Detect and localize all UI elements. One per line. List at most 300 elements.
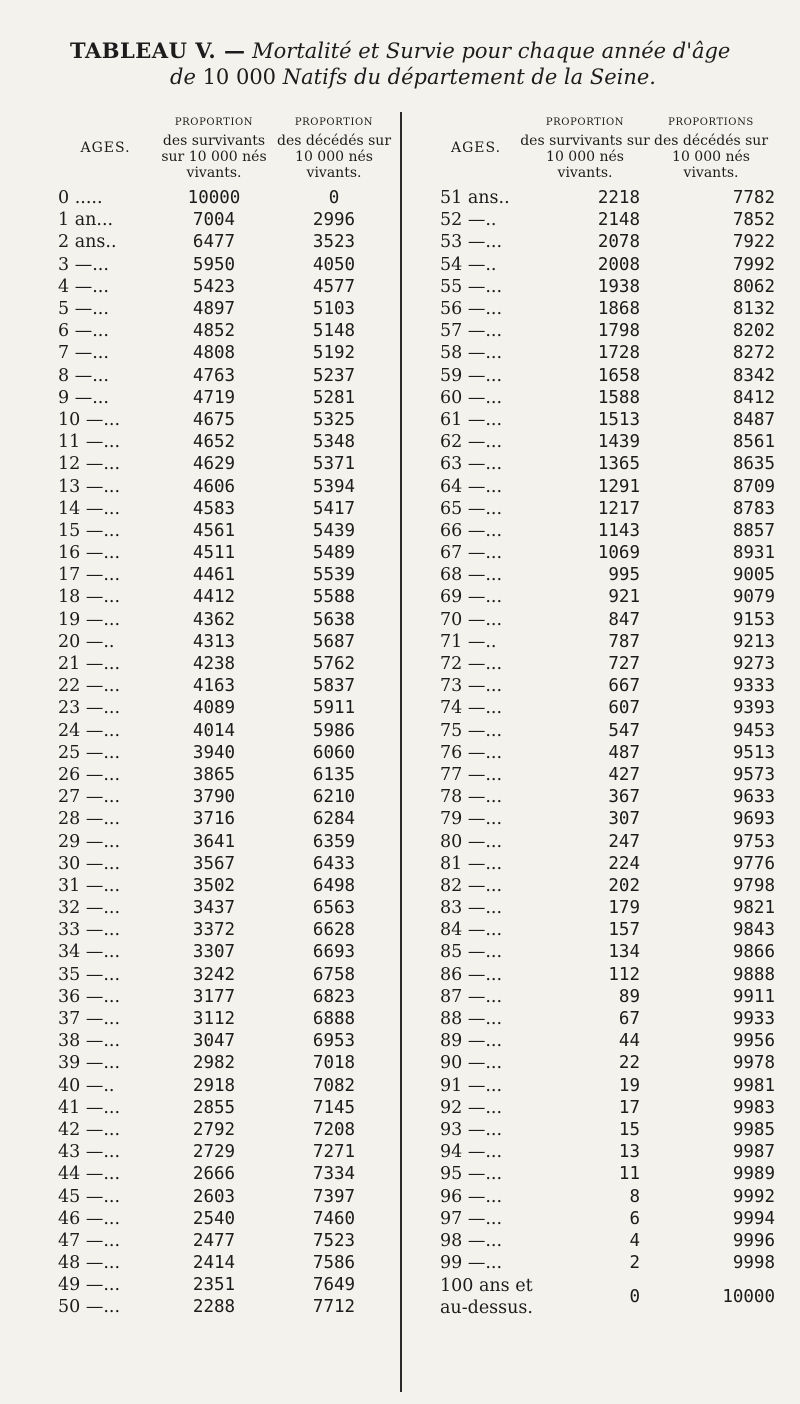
age-cell: 3 —... xyxy=(58,254,109,275)
table-row xyxy=(58,1008,398,1030)
table-row xyxy=(440,875,775,897)
deaths-cell: 9453 xyxy=(732,720,775,741)
deaths-cell: 5638 xyxy=(312,609,356,630)
survivors-cell: 2792 xyxy=(192,1119,236,1140)
age-cell: 59 —... xyxy=(440,365,503,386)
deaths-cell: 8272 xyxy=(732,343,775,364)
survivors-cell: 3242 xyxy=(192,964,236,985)
table-row xyxy=(440,1252,775,1274)
survivors-cell: 2414 xyxy=(192,1253,236,1274)
deaths-cell: 9987 xyxy=(732,1142,775,1163)
age-cell: 26 —... xyxy=(58,764,121,785)
title-italic-2: Natifs du département de la Seine. xyxy=(282,65,656,89)
table-row xyxy=(58,875,398,897)
survivors-cell: 44 xyxy=(618,1031,640,1052)
survivors-cell: 2666 xyxy=(192,1164,236,1185)
survivors-cell: 2351 xyxy=(192,1275,236,1296)
age-cell: 0 ..... xyxy=(58,188,103,209)
age-cell: 18 —... xyxy=(58,587,121,608)
survivors-cell: 921 xyxy=(608,587,640,608)
table-row xyxy=(440,653,775,675)
age-cell: 9 —... xyxy=(58,387,109,408)
table-row xyxy=(58,786,398,808)
header-survivors-left-sc: PROPORTION xyxy=(174,117,254,128)
table-row xyxy=(58,498,398,520)
age-cell: 1 an... xyxy=(58,210,114,231)
table-row xyxy=(440,786,775,808)
survivors-cell: 22 xyxy=(618,1053,640,1074)
survivors-cell: 1365 xyxy=(597,454,640,475)
header-survivors-right-text: des survivants sur 10 000 nés vivants. xyxy=(520,133,650,181)
deaths-cell: 4577 xyxy=(312,276,356,297)
table-row xyxy=(440,631,775,653)
age-cell: 35 —... xyxy=(58,964,121,985)
age-cell: 83 —... xyxy=(440,898,503,919)
title-italic-1: Mortalité et Survie pour chaque année d'âge xyxy=(252,39,731,63)
deaths-cell: 9753 xyxy=(732,831,775,852)
table-row xyxy=(440,675,775,697)
survivors-cell: 2729 xyxy=(192,1142,236,1163)
header-deaths-left xyxy=(275,115,393,181)
survivors-cell: 4583 xyxy=(192,498,236,519)
table-row xyxy=(58,409,398,431)
survivors-cell: 157 xyxy=(608,920,640,941)
deaths-cell: 5281 xyxy=(312,387,356,408)
deaths-cell: 9888 xyxy=(732,964,775,985)
deaths-cell: 9866 xyxy=(732,942,775,963)
survivors-cell: 15 xyxy=(618,1119,640,1140)
age-cell: 12 —... xyxy=(58,454,121,475)
table-row xyxy=(440,808,775,830)
survivors-cell: 3112 xyxy=(192,1009,236,1030)
title-line-2 xyxy=(70,64,770,90)
age-cell: 45 —... xyxy=(58,1186,121,1207)
survivors-cell: 4014 xyxy=(192,720,236,741)
age-cell: 79 —... xyxy=(440,809,503,830)
table-row xyxy=(440,520,775,542)
deaths-cell: 5103 xyxy=(312,299,356,320)
deaths-cell: 7397 xyxy=(312,1186,356,1207)
table-row xyxy=(440,1274,775,1320)
table-row xyxy=(440,1008,775,1030)
age-cell: 55 —... xyxy=(440,276,503,297)
table-row xyxy=(440,409,775,431)
deaths-cell: 7082 xyxy=(312,1075,356,1096)
age-cell: 53 —... xyxy=(440,232,503,253)
survivors-cell: 3047 xyxy=(192,1031,236,1052)
deaths-cell: 9989 xyxy=(732,1164,775,1185)
deaths-cell: 5325 xyxy=(312,409,356,430)
header-ages-left: AGES. xyxy=(80,140,131,156)
table-row xyxy=(440,830,775,852)
age-cell: 30 —... xyxy=(58,853,121,874)
table-row xyxy=(58,209,398,231)
survivors-cell: 2918 xyxy=(192,1075,236,1096)
age-cell: 31 —... xyxy=(58,875,121,896)
deaths-cell: 5911 xyxy=(312,698,356,719)
survivors-cell: 3307 xyxy=(192,942,236,963)
survivors-cell: 4561 xyxy=(192,520,236,541)
survivors-cell: 6477 xyxy=(192,232,236,253)
survivors-cell: 3790 xyxy=(192,787,236,808)
survivors-cell: 2603 xyxy=(192,1186,236,1207)
deaths-cell: 6433 xyxy=(312,853,356,874)
deaths-cell: 5394 xyxy=(312,476,356,497)
deaths-cell: 9513 xyxy=(732,742,775,763)
survivors-cell: 2148 xyxy=(597,210,640,231)
age-cell: 10 —... xyxy=(58,409,121,430)
survivors-cell: 3502 xyxy=(192,875,236,896)
age-cell: 13 —... xyxy=(58,476,121,497)
age-cell: 88 —... xyxy=(440,1009,503,1030)
survivors-cell: 6 xyxy=(629,1208,640,1229)
age-cell: 60 —... xyxy=(440,387,503,408)
age-cell: 71 —.. xyxy=(440,631,497,652)
survivors-cell: 1728 xyxy=(597,343,640,364)
table-row xyxy=(58,1185,398,1207)
survivors-cell: 89 xyxy=(618,986,640,1007)
age-cell: 78 —... xyxy=(440,787,503,808)
deaths-cell: 7852 xyxy=(732,210,775,231)
table-row xyxy=(58,1163,398,1185)
age-cell: 96 —... xyxy=(440,1186,503,1207)
survivors-cell: 3437 xyxy=(192,898,236,919)
survivors-cell: 4461 xyxy=(192,565,236,586)
table-row xyxy=(58,520,398,542)
table-row xyxy=(440,276,775,298)
survivors-cell: 1798 xyxy=(597,321,640,342)
age-cell: 28 —... xyxy=(58,809,121,830)
table-row xyxy=(440,697,775,719)
age-cell: 36 —... xyxy=(58,986,121,1007)
survivors-cell: 3177 xyxy=(192,986,236,1007)
survivors-cell: 547 xyxy=(608,720,640,741)
deaths-cell: 9994 xyxy=(732,1208,775,1229)
deaths-cell: 9978 xyxy=(732,1053,775,1074)
age-cell: 62 —... xyxy=(440,432,503,453)
survivors-cell: 4412 xyxy=(192,587,236,608)
age-cell: 65 —... xyxy=(440,498,503,519)
deaths-cell: 6563 xyxy=(312,898,356,919)
deaths-cell: 5762 xyxy=(312,654,356,675)
table-row xyxy=(58,1075,398,1097)
deaths-cell: 5588 xyxy=(312,587,356,608)
age-cell: 97 —... xyxy=(440,1208,503,1229)
table-row xyxy=(58,365,398,387)
age-cell: 47 —... xyxy=(58,1230,121,1251)
header-survivors-right-sc: PROPORTION xyxy=(545,117,625,128)
survivors-cell: 995 xyxy=(608,565,640,586)
survivors-cell: 17 xyxy=(618,1097,640,1118)
age-cell: 81 —... xyxy=(440,853,503,874)
deaths-cell: 9079 xyxy=(732,587,775,608)
deaths-cell: 5489 xyxy=(312,543,356,564)
table-row xyxy=(58,631,398,653)
table-row xyxy=(440,387,775,409)
deaths-cell: 9911 xyxy=(732,986,775,1007)
deaths-cell: 7018 xyxy=(312,1053,356,1074)
deaths-cell: 9213 xyxy=(732,631,775,652)
survivors-cell: 7004 xyxy=(192,210,236,231)
deaths-cell: 7992 xyxy=(732,254,775,275)
age-cell: 89 —... xyxy=(440,1031,503,1052)
table-row xyxy=(440,564,775,586)
deaths-cell: 8561 xyxy=(732,432,775,453)
survivors-cell: 1588 xyxy=(597,387,640,408)
deaths-cell: 6498 xyxy=(312,875,356,896)
title-prefix: de xyxy=(170,65,196,89)
survivors-cell: 202 xyxy=(608,875,640,896)
deaths-cell: 9333 xyxy=(732,676,775,697)
table-row xyxy=(58,1030,398,1052)
column-divider xyxy=(400,112,402,1392)
survivors-cell: 179 xyxy=(608,898,640,919)
table-left xyxy=(58,187,398,1319)
table-row xyxy=(440,1119,775,1141)
survivors-cell: 4852 xyxy=(192,321,236,342)
age-cell: 29 —... xyxy=(58,831,121,852)
table-row xyxy=(440,231,775,253)
table-row xyxy=(58,320,398,342)
header-survivors-right xyxy=(520,115,650,181)
survivors-cell: 19 xyxy=(618,1075,640,1096)
survivors-cell: 727 xyxy=(608,654,640,675)
age-cell: 5 —... xyxy=(58,299,109,320)
deaths-cell: 8062 xyxy=(732,276,775,297)
age-cell: 94 —... xyxy=(440,1142,503,1163)
title-lead: TABLEAU V. — xyxy=(70,38,246,63)
table-row xyxy=(58,897,398,919)
table-row xyxy=(440,897,775,919)
age-cell: 48 —... xyxy=(58,1253,121,1274)
table-row xyxy=(440,187,775,209)
age-cell: 50 —... xyxy=(58,1297,121,1318)
age-cell: 90 —... xyxy=(440,1053,503,1074)
deaths-cell: 8931 xyxy=(732,543,775,564)
table-row xyxy=(58,254,398,276)
survivors-cell: 0 xyxy=(629,1287,640,1308)
survivors-cell: 2218 xyxy=(597,188,640,209)
deaths-cell: 9633 xyxy=(732,787,775,808)
table-row xyxy=(440,742,775,764)
table-row xyxy=(58,276,398,298)
survivors-cell: 10000 xyxy=(187,188,241,209)
age-cell: 74 —... xyxy=(440,698,503,719)
deaths-cell: 6628 xyxy=(312,920,356,941)
deaths-cell: 0 xyxy=(328,188,340,209)
survivors-cell: 2 xyxy=(629,1253,640,1274)
survivors-cell: 1217 xyxy=(597,498,640,519)
age-cell: 92 —... xyxy=(440,1097,503,1118)
age-cell: 34 —... xyxy=(58,942,121,963)
table-right xyxy=(440,187,775,1320)
table-row xyxy=(58,542,398,564)
table-row xyxy=(440,1097,775,1119)
age-cell: 70 —... xyxy=(440,609,503,630)
age-cell: 38 —... xyxy=(58,1031,121,1052)
header-deaths-right-sc: PROPORTIONS xyxy=(668,117,754,128)
deaths-cell: 8132 xyxy=(732,299,775,320)
deaths-cell: 9933 xyxy=(732,1009,775,1030)
table-row xyxy=(440,919,775,941)
age-cell: 20 —.. xyxy=(58,631,115,652)
table-row xyxy=(58,964,398,986)
deaths-cell: 8412 xyxy=(732,387,775,408)
table-row xyxy=(440,1230,775,1252)
table-row xyxy=(440,1030,775,1052)
deaths-cell: 5986 xyxy=(312,720,356,741)
survivors-cell: 3865 xyxy=(192,764,236,785)
age-cell: 54 —.. xyxy=(440,254,497,275)
survivors-cell: 3716 xyxy=(192,809,236,830)
survivors-cell: 2982 xyxy=(192,1053,236,1074)
survivors-cell: 787 xyxy=(608,631,640,652)
age-cell: 24 —... xyxy=(58,720,121,741)
survivors-cell: 3567 xyxy=(192,853,236,874)
table-row xyxy=(440,964,775,986)
survivors-cell: 3940 xyxy=(192,742,236,763)
age-cell: 73 —... xyxy=(440,676,503,697)
deaths-cell: 2996 xyxy=(312,210,356,231)
table-row xyxy=(440,542,775,564)
age-cell: 87 —... xyxy=(440,986,503,1007)
table-row xyxy=(58,742,398,764)
table-row xyxy=(440,498,775,520)
table-row xyxy=(58,919,398,941)
deaths-cell: 9776 xyxy=(732,853,775,874)
age-cell: 93 —... xyxy=(440,1119,503,1140)
deaths-cell: 9393 xyxy=(732,698,775,719)
table-row xyxy=(440,431,775,453)
age-cell: 64 —... xyxy=(440,476,503,497)
table-row xyxy=(58,808,398,830)
age-cell: 25 —... xyxy=(58,742,121,763)
survivors-cell: 367 xyxy=(608,787,640,808)
table-row xyxy=(440,1141,775,1163)
survivors-cell: 4675 xyxy=(192,409,236,430)
age-cell: 46 —... xyxy=(58,1208,121,1229)
table-row xyxy=(58,609,398,631)
deaths-cell: 5237 xyxy=(312,365,356,386)
survivors-cell: 5423 xyxy=(192,276,236,297)
survivors-cell: 4629 xyxy=(192,454,236,475)
age-cell: 6 —... xyxy=(58,321,109,342)
survivors-cell: 1868 xyxy=(597,299,640,320)
age-cell: 7 —... xyxy=(58,343,109,364)
table-row xyxy=(440,320,775,342)
table-row xyxy=(58,298,398,320)
age-cell: 52 —.. xyxy=(440,210,497,231)
survivors-cell: 8 xyxy=(629,1186,640,1207)
table-row xyxy=(440,986,775,1008)
deaths-cell: 5539 xyxy=(312,565,356,586)
survivors-cell: 1069 xyxy=(597,543,640,564)
table-row xyxy=(58,1296,398,1318)
deaths-cell: 6060 xyxy=(312,742,356,763)
survivors-cell: 2008 xyxy=(597,254,640,275)
age-cell: 84 —... xyxy=(440,920,503,941)
deaths-cell: 5192 xyxy=(312,343,356,364)
age-cell: 72 —... xyxy=(440,654,503,675)
deaths-cell: 9983 xyxy=(732,1097,775,1118)
survivors-cell: 2078 xyxy=(597,232,640,253)
table-row xyxy=(58,187,398,209)
deaths-cell: 7271 xyxy=(312,1142,356,1163)
table-row xyxy=(58,431,398,453)
deaths-cell: 8709 xyxy=(732,476,775,497)
deaths-cell: 4050 xyxy=(312,254,356,275)
age-cell: 21 —... xyxy=(58,654,121,675)
age-cell: 68 —... xyxy=(440,565,503,586)
deaths-cell: 9273 xyxy=(732,654,775,675)
survivors-cell: 1658 xyxy=(597,365,640,386)
table-row xyxy=(58,853,398,875)
survivors-cell: 4163 xyxy=(192,676,236,697)
survivors-cell: 2855 xyxy=(192,1097,236,1118)
table-row xyxy=(58,941,398,963)
age-cell: 85 —... xyxy=(440,942,503,963)
deaths-cell: 8635 xyxy=(732,454,775,475)
deaths-cell: 5348 xyxy=(312,432,356,453)
survivors-cell: 224 xyxy=(608,853,640,874)
deaths-cell: 8487 xyxy=(732,409,775,430)
table-row xyxy=(58,1097,398,1119)
title-number: 10 000 xyxy=(202,65,277,89)
title-line-1 xyxy=(70,38,770,64)
table-row xyxy=(440,1185,775,1207)
deaths-cell: 6823 xyxy=(312,986,356,1007)
survivors-cell: 1143 xyxy=(597,520,640,541)
deaths-cell: 7922 xyxy=(732,232,775,253)
age-cell: 2 ans.. xyxy=(58,232,117,253)
table-row xyxy=(440,475,775,497)
deaths-cell: 9153 xyxy=(732,609,775,630)
table-row xyxy=(440,1075,775,1097)
deaths-cell: 7782 xyxy=(732,188,775,209)
age-cell: 4 —... xyxy=(58,276,109,297)
table-row xyxy=(58,764,398,786)
table-row xyxy=(440,853,775,875)
age-cell: 23 —... xyxy=(58,698,121,719)
deaths-cell: 7523 xyxy=(312,1230,356,1251)
deaths-cell: 5837 xyxy=(312,676,356,697)
survivors-cell: 1513 xyxy=(597,409,640,430)
survivors-cell: 847 xyxy=(608,609,640,630)
survivors-cell: 4763 xyxy=(192,365,236,386)
deaths-cell: 9821 xyxy=(732,898,775,919)
survivors-cell: 4238 xyxy=(192,654,236,675)
table-row xyxy=(440,586,775,608)
deaths-cell: 9843 xyxy=(732,920,775,941)
age-cell: 39 —... xyxy=(58,1053,121,1074)
deaths-cell: 7334 xyxy=(312,1164,356,1185)
survivors-cell: 4652 xyxy=(192,432,236,453)
header-deaths-left-sc: PROPORTION xyxy=(294,117,374,128)
age-cell: 49 —... xyxy=(58,1275,121,1296)
table-row xyxy=(440,365,775,387)
survivors-cell: 4511 xyxy=(192,543,236,564)
table-row xyxy=(58,653,398,675)
table-title xyxy=(70,38,770,90)
survivors-cell: 5950 xyxy=(192,254,236,275)
table-row xyxy=(440,209,775,231)
age-cell: 75 —... xyxy=(440,720,503,741)
survivors-cell: 13 xyxy=(618,1142,640,1163)
table-row xyxy=(440,342,775,364)
deaths-cell: 9005 xyxy=(732,565,775,586)
age-cell: 56 —... xyxy=(440,299,503,320)
survivors-cell: 307 xyxy=(608,809,640,830)
